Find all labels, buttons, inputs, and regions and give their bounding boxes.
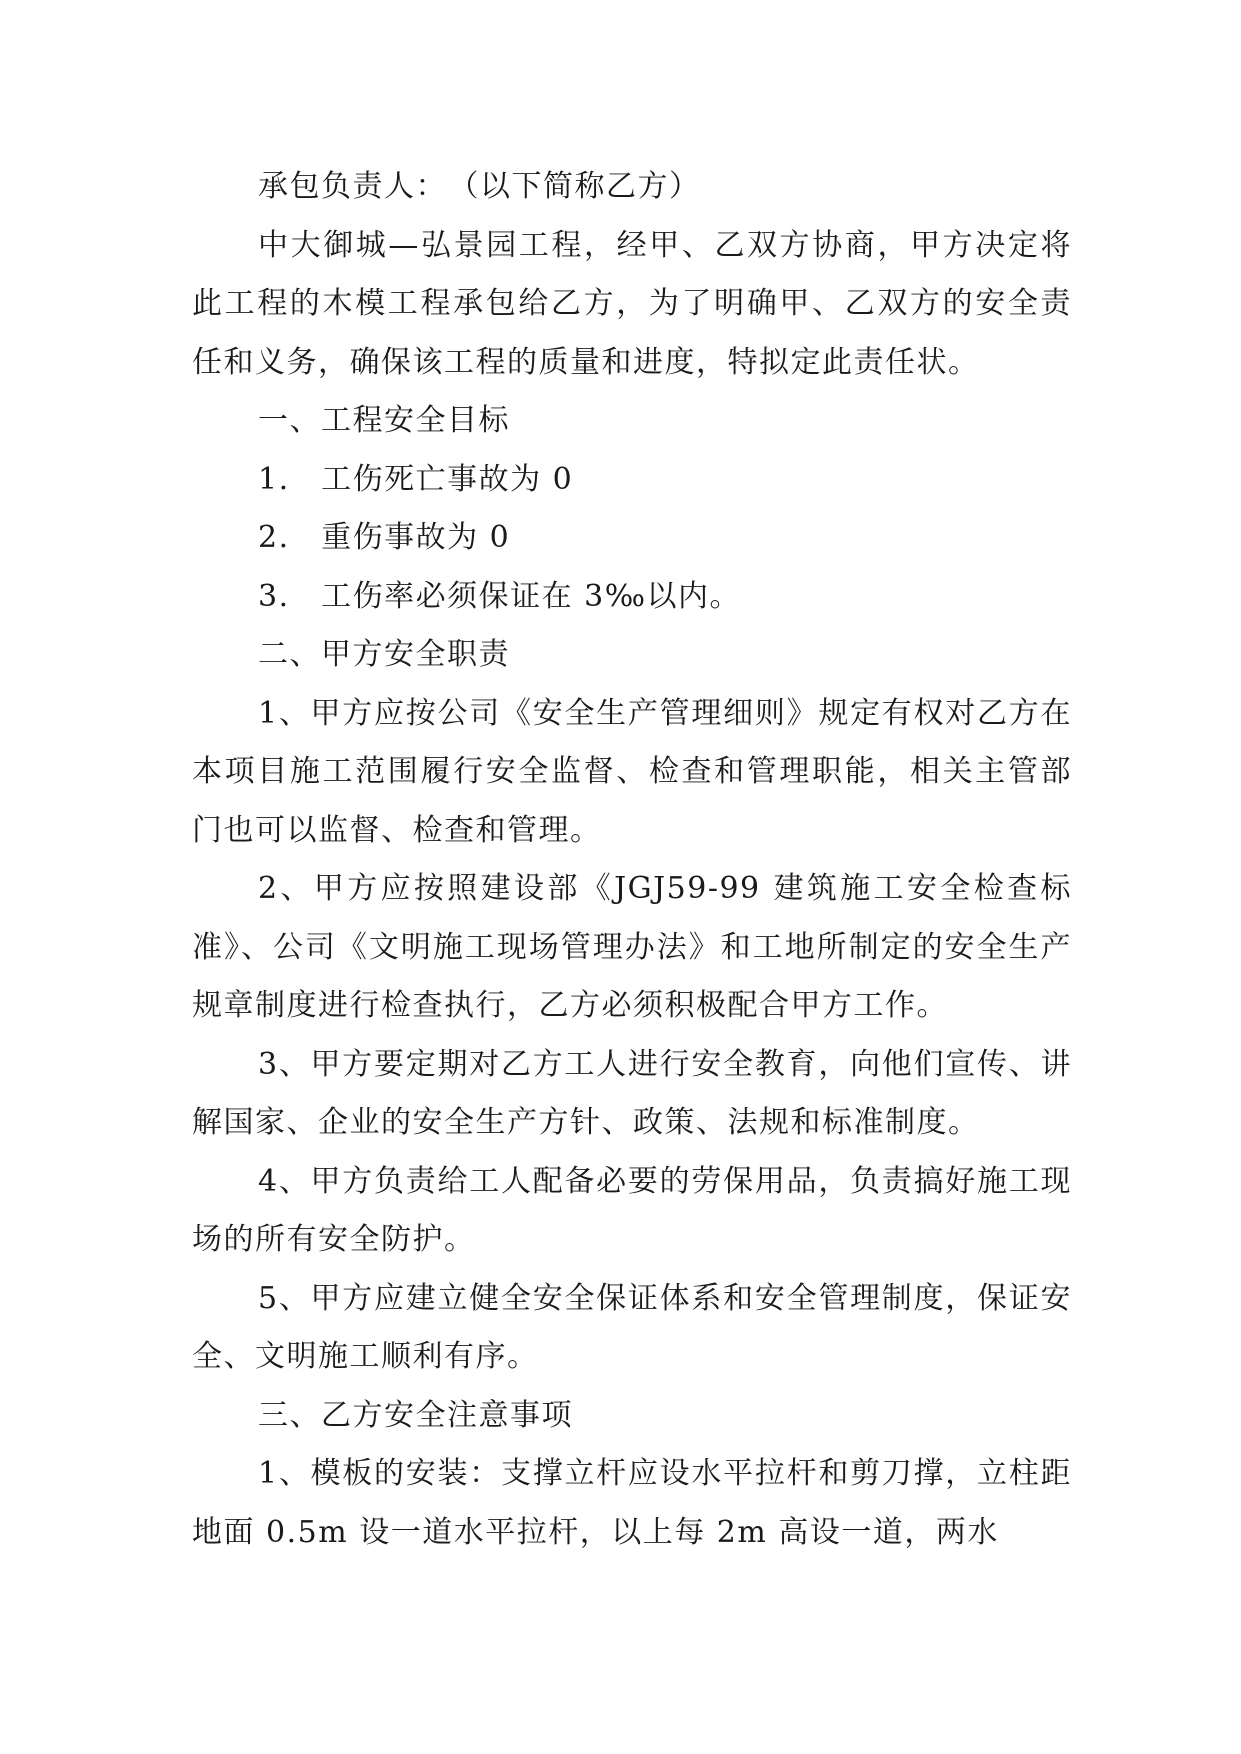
section-heading-party-b-notes: 三、乙方安全注意事项 xyxy=(258,1397,573,1433)
contractor-line: 承包负责人： （以下简称乙方） xyxy=(258,169,701,204)
goal-item-1: 1. 工伤死亡事故为 0 xyxy=(258,461,574,497)
party-a-duty-5: 5、甲方应建立健全安全保证体系和安全管理制度，保证安全、文明施工顺利有序。 xyxy=(192,1280,1072,1374)
intro-paragraph: 中大御城—弘景园工程，经甲、乙双方协商，甲方决定将此工程的木模工程承包给乙方，为了明确甲、乙双方的安全责任和义务，确保该工程的质量和进度，特拟定此责任状。 xyxy=(192,227,1072,380)
goal-item-2: 2. 重伤事故为 0 xyxy=(258,520,511,555)
party-a-duty-4: 4、甲方负责给工人配备必要的劳保用品，负责搞好施工现场的所有安全防护。 xyxy=(192,1163,1072,1257)
party-b-note-1: 1、模板的安装：支撑立杆应设水平拉杆和剪刀撑，立柱距地面 0.5m 设一道水平拉杆，以上每 2m 高设一道，两水 xyxy=(192,1456,1072,1550)
party-a-duty-2: 2、甲方应按照建设部《JGJ59-99 建筑施工安全检查标准》、公司《文明施工现场管理办法》和工地所制定的安全生产规章制度进行检查执行，乙方必须积极配合甲方工作。 xyxy=(192,871,1072,1023)
section-heading-safety-goals: 一、工程安全目标 xyxy=(258,403,510,438)
section-heading-party-a-duties: 二、甲方安全职责 xyxy=(258,637,510,672)
party-a-duty-3: 3、甲方要定期对乙方工人进行安全教育，向他们宣传、讲解国家、企业的安全生产方针、政策、法规和标准制度。 xyxy=(192,1046,1072,1140)
goal-item-3: 3. 工伤率必须保证在 3‰以内。 xyxy=(258,578,741,614)
party-a-duty-1: 1、甲方应按公司《安全生产管理细则》规定有权对乙方在本项目施工范围履行安全监督、检查和管理职能，相关主管部门也可以监督、检查和管理。 xyxy=(192,695,1072,848)
document-body xyxy=(192,158,1072,1562)
